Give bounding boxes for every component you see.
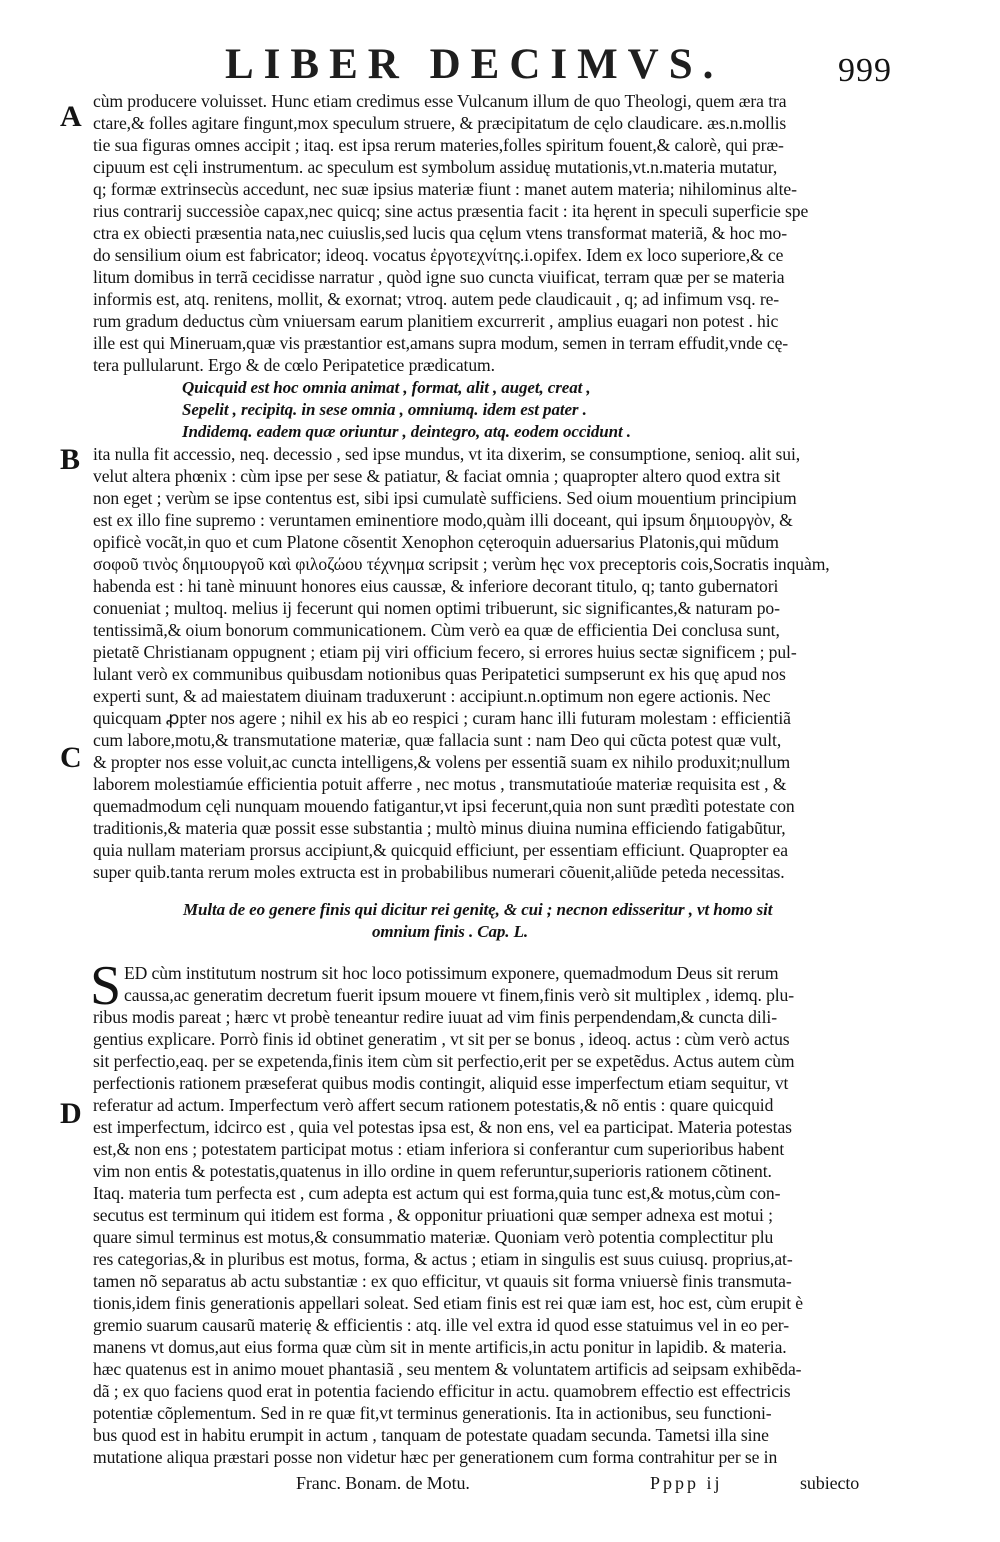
margin-letter-d: D	[60, 1097, 82, 1130]
text-line: cum labore,motu,& transmutatione materiæ, quæ fallacia sunt : nam Deo qui cũcta potest quæ vult,	[93, 730, 782, 750]
page-number: 999	[838, 52, 892, 89]
text-line: est ex illo fine supremo : veruntamen eminentiore modo,quàm illi doceant, qui ipsum δημιουργὸν, &	[93, 510, 793, 530]
verse-line: Sepelit , recipitq. in sese omnia , omniumq. idem est pater .	[182, 400, 587, 419]
margin-letter-c: C	[60, 741, 82, 774]
text-line: quare simul terminus est motus,& consummatio materiæ. Quoniam verò potentia complectitur plu	[93, 1227, 774, 1247]
text-line: ctra ex obiecti præsentia nata,nec cuiuslis,sed lucis qua cęlum vtens transformat materiã, & hoc mo-	[93, 223, 788, 243]
text-line: habenda est : hi tanè minuunt honores eius caussæ, & inferiore decorant titulo, q; tanto gubernatori	[93, 576, 779, 596]
text-line: σοφοῦ τινὸς δημιουργοῦ καὶ φιλοζώου τέχνημα scripsit ; verùm hęc vox preceptoris cois,Socratis inquàm,	[93, 554, 830, 574]
author-line: Franc. Bonam. de Motu.	[296, 1473, 470, 1493]
text-line: quemadmodum cęli nunquam mouendo fatigantur,vt ipsi fecerunt,quia non sunt prædìti potestate con	[93, 796, 795, 816]
text-line: quia nullam materiam prorsus accipiunt,& quicquid efficiunt, per essentiam efficiunt. Quapropter ea	[93, 840, 788, 860]
text-line: sit perfectio,eaq. per se expetenda,finis item cùm sit perfectio,erit per se expetẽdus. Actus autem cùm	[93, 1051, 795, 1071]
signature-mark: Pppp ij	[650, 1473, 723, 1493]
text-line: cùm producere voluisset. Hunc etiam credimus esse Vulcanum illum de quo Theologi, quem æra tra	[93, 91, 787, 111]
text-line: ille est qui Mineruam,quæ vis præstantior est,amans supra modum, semen in terram effudit,vnde cę-	[93, 333, 789, 353]
running-title: LIBER DECIMVS.	[225, 41, 724, 88]
text-line: potentiæ cõplementum. Sed in re quæ fit,vt terminus generationis. Ita in actionibus, seu functioni-	[93, 1403, 772, 1423]
text-line: pietatẽ Christianam oppugnent ; etiam pij viri officium fecero, si errores huius sectæ significem ; pul-	[93, 642, 797, 662]
margin-letter-b: B	[60, 443, 81, 476]
text-line: laborem molestiamúe efficientia potuit afferre , nec motus , transmutatioúe materiæ requisita est , &	[93, 774, 787, 794]
text-line: informis est, atq. renitens, mollit, & exornat; vtroq. autem pede claudicauit , q; ad infimum vsq. re-	[93, 289, 780, 309]
verse-line: Quicquid est hoc omnia animat , format, alit , auget, creat ,	[182, 378, 591, 397]
margin-letter-a: A	[60, 100, 82, 133]
text-line: opificè vocãt,in quo et cum Platone cõsentit Xenophon cęteroquin aduersarius Platonis,qui mũdum	[93, 532, 779, 552]
text-line: ED cùm institutum nostrum sit hoc loco potissimum exponere, quemadmodum Deus sit rerum	[124, 963, 779, 983]
text-line: est imperfectum, idcirco est , quia vel potestas ipsa est, & non ens, vel ea participat. Materia potestas	[93, 1117, 792, 1137]
text-line: experti sunt, & ad maiestatem diuinam traduxerunt : accipiunt.n.optimum non egere actionis. Nec	[93, 686, 771, 706]
text-line: tionis,idem finis generationis appellari soleat. Sed etiam finis est rei quæ iam est, hoc est, cùm erupit è	[93, 1293, 803, 1313]
text-line: q; formæ extrinsecùs accedunt, nec suæ ipsius materiæ fiunt : manet autem materia; nihilominus alte-	[93, 179, 797, 199]
verse-line: Indidemq. eadem quæ oriuntur , deintegro, atq. eodem occidunt .	[182, 422, 631, 441]
text-line: & propter nos esse voluit,ac cuncta intelligens,& volens per essentiã suam ex nihilo produxit;nullum	[93, 752, 791, 772]
text-line: hæc quatenus est in animo mouet phantasiã , seu mentem & voluntatem artificis ad seipsam exhibẽda-	[93, 1359, 802, 1379]
text-line: velut altera phœnix : cùm ipse per sese & patiatur, & faciat omnia ; quapropter altero quod extra sit	[93, 466, 781, 486]
text-line: conueniat ; multoq. melius ij fecerunt qui nomen optimi tribuerunt, sic significantes,& naturam po-	[93, 598, 780, 618]
text-line: cipuum est cęli instrumentum. ac speculum est symbolum assiduę mutationis,vt.n.materia mutatur,	[93, 157, 778, 177]
text-line: tentissimã,& oium bonorum communicationem. Cùm verò ea quæ de efficientia Dei conclusa sunt,	[93, 620, 780, 640]
text-line: Itaq. materia tum perfecta est , cum adepta est actum qui est forma,quia tunc est,& motus,cùm con-	[93, 1183, 781, 1203]
text-line: litum domibus in terrã cecidisse narratur , quòd igne suo cuncta viuificat, terram quæ per se materia	[93, 267, 785, 287]
chapter-heading: Multa de eo genere finis qui dicitur rei genitę, & cui ; necnon edisseritur , vt homo sit	[183, 900, 773, 919]
text-line: rius contrarij successiòe capax,nec quicq; sine actus præsentia facit : ita hęrent in speculi superficie spe	[93, 201, 809, 221]
drop-cap: S	[90, 955, 122, 1017]
text-line: rum gradum deductus cùm vniuersam earum planitiem excurrerit , amplius euagari non potest . hic	[93, 311, 779, 331]
text-line: mutatione aliqua præstari posse non videtur hæc per generationem cum forma contrahitur per se in	[93, 1447, 778, 1467]
text-line: gentius explicare. Porrò finis id obtinet generatim , vt sit per se bonus , ideoq. actus : cùm verò actus	[93, 1029, 790, 1049]
text-line: caussa,ac generatim decretum fuerit ipsum mouere vt finem,finis verò sit multiplex , idemq. plu-	[124, 985, 795, 1005]
text-line: bus quod est in habitu erumpit in actum , tanquam de potestate quadam secunda. Tametsi illa sine	[93, 1425, 769, 1445]
text-line: secutus est terminum qui itidem est forma , & opponitur priuationi quæ semper adnexa est motui ;	[93, 1205, 773, 1225]
chapter-heading: omnium finis . Cap. L.	[372, 922, 529, 941]
text-line: non eget ; verùm se ipse contentus est, sibi ipsi cumulatè sufficiens. Sed oium mouentium principium	[93, 488, 797, 508]
text-line: traditionis,& materia quæ possit esse substantia ; multò minus diuina numina efficiendo fatigabũtur,	[93, 818, 786, 838]
catchword: subiecto	[800, 1473, 860, 1493]
text-line: ribus modis pareat ; hærc vt probè teneantur redire iuuat ad vim finis perpendendam,& cuncta dili-	[93, 1007, 777, 1027]
text-line: referatur ad actum. Imperfectum verò affert secum rationem potestatis,& nõ entis : quare quicquid	[93, 1095, 774, 1115]
text-line: quicquam ꝓpter nos agere ; nihil ex his ab eo respici ; curam hanc illi futuram molestam : efficientiã	[93, 708, 791, 728]
text-line: ita nulla fit accessio, neq. decessio , sed ipse mundus, vt ita dixerim, se consumptione, senioq. alit sui,	[93, 444, 801, 464]
text-line: gremio suarum causarũ materię & efficientis : atq. ille vel extra id quod esse statuimus vel in eo per-	[93, 1315, 789, 1335]
text-line: super quib.tanta rerum moles extructa est in probabilibus numerari cõuenit,aliũde peteda necessitas.	[93, 862, 785, 882]
text-line: tamen nõ separatus ab actu substantiæ : ex quo efficitur, vt quauis sit forma vniuersè finis transmuta-	[93, 1271, 792, 1291]
text-line: est,& non ens ; potestatem participat motus : etiam inferiora si conferantur cum superioribus habent	[93, 1139, 785, 1159]
text-line: ctare,& folles agitare fingunt,mox speculum struere, & præcipitatum de cęlo claudicare. æs.n.mollis	[93, 113, 787, 133]
text-line: lulant verò ex communibus quibusdam notionibus quas Peripatetici sumpserunt ex his quę apud nos	[93, 664, 786, 684]
text-line: tera pullularunt. Ergo & de cœlo Peripatetice prædicatum.	[93, 355, 495, 375]
text-line: dã ; ex quo faciens quod erat in potentia faciendo efficitur in actu. quamobrem effectio est effectricis	[93, 1381, 791, 1401]
text-line: do sensilium oium est fabricator; ideoq. vocatus ἐργοτεχνίτης.i.opifex. Idem ex loco superiore,& ce	[93, 245, 784, 265]
text-line: res categorias,& in pluribus est motus, forma, & actus ; etiam in singulis est suus cuiusq. proprius,at-	[93, 1249, 793, 1269]
text-line: tie sua figuras omnes accipit ; itaq. est ipsa rerum materies,folles spiritum fouent,& calorè, qui præ-	[93, 135, 784, 155]
text-line: vim non entis & potestatis,quatenus in illo ordine in quem referuntur,superioris rationem cõtinent.	[93, 1161, 772, 1181]
text-line: manens vt domus,aut eius forma quæ cùm sit in mente artificis,in actu ponitur in lapidib. & materia.	[93, 1337, 787, 1357]
text-line: perfectionis rationem præseferat quibus modis contingit, aliquid esse imperfectum etiam sequitur, vt	[93, 1073, 789, 1093]
